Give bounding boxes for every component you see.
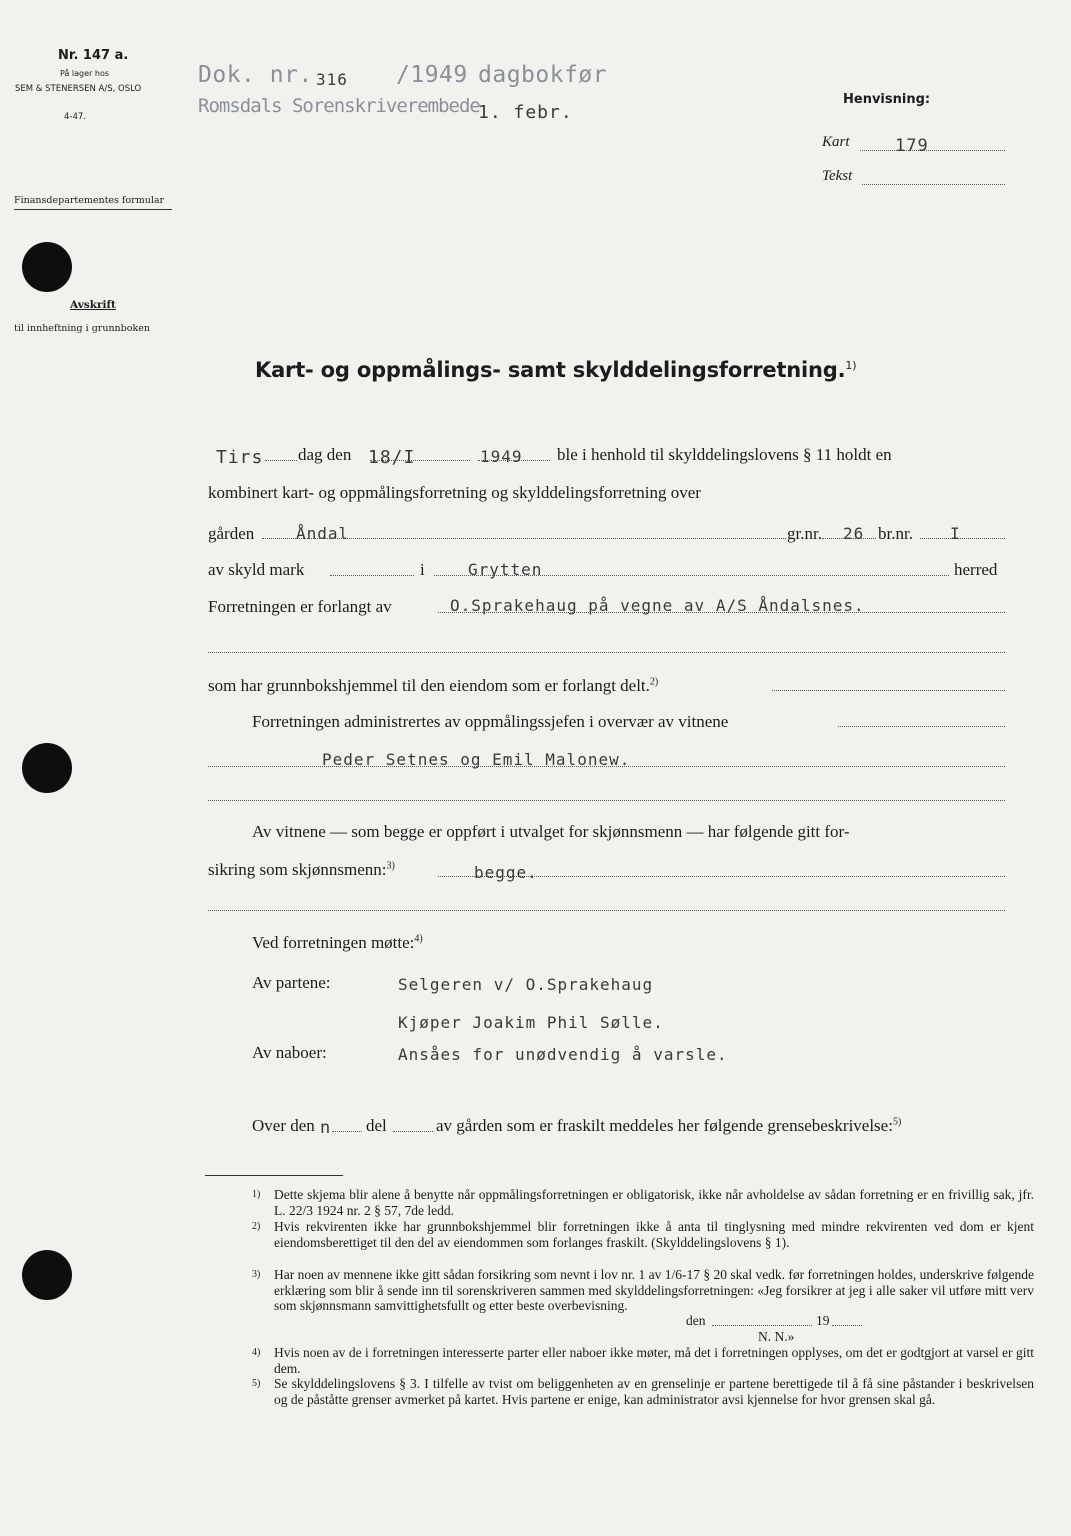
footnote-3-den-line <box>712 1325 812 1326</box>
line1-tail: ble i henhold til skylddelingslovens § 11 holdt en <box>557 445 892 464</box>
tekst-line <box>862 184 1005 185</box>
brnr-line <box>920 538 1005 539</box>
requested-value: O.Sprakehaug på vegne av A/S Åndalsnes. <box>450 596 865 615</box>
over-den-label: Over den <box>252 1116 315 1135</box>
footnote-2-num: 2) <box>252 1221 261 1232</box>
footnote-2-text: Hvis rekvirenten ikke har grunnbokshjemmel blir forretningen ikke å anta til tinglysning med mindre rekvirenten ved dom er kjent eiendomsberettiget til den del av eiendommen som forlanges fraskilt. (Skylddelingslovens § 1). <box>274 1219 1034 1250</box>
herred-label: herred <box>954 560 998 579</box>
neighbours-value: Ansåes for unødvendig å varsle. <box>398 1045 728 1064</box>
tekst-label: Tekst <box>822 168 853 184</box>
herred-value: Grytten <box>468 560 543 579</box>
stamp-doc-year: /1949 <box>396 62 468 88</box>
footnote-3-signature: N. N.» <box>758 1329 795 1344</box>
hjemmel-text: som har grunnbokshjemmel til den eiendom som er forlangt delt. <box>208 676 650 695</box>
footnote-rule <box>205 1175 343 1176</box>
dag-den-label: dag den <box>298 445 352 464</box>
punch-hole-top <box>22 242 72 292</box>
footnote-3-year: 19 <box>816 1313 830 1328</box>
weekday-value: Tirs <box>216 447 264 468</box>
brnr-label: br.nr. <box>878 524 913 543</box>
witness-value: Peder Setnes og Emil Malonew. <box>322 750 631 769</box>
date-value: 18/I <box>368 447 416 468</box>
copy-sub: til innheftning i grunnboken <box>14 323 150 334</box>
footnote-4-num: 4) <box>252 1347 261 1358</box>
del-label: del <box>366 1116 387 1135</box>
parties-value-2: Kjøper Joakim Phil Sølle. <box>398 1013 664 1032</box>
hjemmel-line-fill <box>772 690 1005 691</box>
footnote-5-num: 5) <box>252 1378 261 1389</box>
hjemmel-line <box>208 676 658 696</box>
grnr-value: 26 <box>843 524 865 543</box>
footnote-3-den: den <box>686 1313 706 1328</box>
stamp-doc-suffix: dagbokfør <box>478 62 608 88</box>
present-footnote-ref: 4) <box>414 933 423 945</box>
parties-label: Av partene: <box>252 973 331 992</box>
admin-line-fill <box>838 726 1005 727</box>
oath-footnote-ref: 3) <box>386 860 395 872</box>
oath-line-1: Av vitnene — som begge er oppført i utvalget for skjønnsmenn — har følgende gitt for- <box>252 822 850 841</box>
publisher-line-2: SEM & STENERSEN A/S, OSLO <box>15 84 142 94</box>
skyld-line <box>330 575 414 576</box>
kart-line <box>860 150 1005 151</box>
oath-value: begge. <box>474 863 538 882</box>
stamp-office: Romsdals Sorenskriverembede <box>198 95 480 117</box>
brnr-value: I <box>950 524 961 543</box>
ministry-underline <box>14 209 172 210</box>
page-title <box>255 358 856 382</box>
form-date: 4-47. <box>64 112 86 122</box>
grnr-label: gr.nr. <box>787 524 822 543</box>
page-title-text: Kart- og oppmålings- samt skylddelingsforretning. <box>255 358 846 382</box>
i-label: i <box>420 560 425 579</box>
present-line <box>252 933 423 953</box>
witness-line <box>208 766 1005 767</box>
form-number: Nr. 147 a. <box>58 48 129 63</box>
line2-text: kombinert kart- og oppmålingsforretning og skylddelingsforretning over <box>208 483 701 502</box>
over-tail-text: av gården som er fraskilt meddeles her følgende grensebeskrivelse: <box>436 1116 893 1135</box>
kart-value: 179 <box>895 136 929 156</box>
year-value: 1949 <box>480 447 523 466</box>
present-text: Ved forretningen møtte: <box>252 933 415 952</box>
stamp-doc-number: 316 <box>316 70 348 89</box>
parties-value-1: Selgeren v/ O.Sprakehaug <box>398 975 654 994</box>
ministry-label: Finansdepartementes formular <box>14 195 165 206</box>
punch-hole-middle <box>22 743 72 793</box>
copy-label: Avskrift <box>70 299 116 311</box>
title-footnote-ref: 1) <box>845 359 857 372</box>
stamp-doc-label: Dok. nr. <box>198 62 313 88</box>
footnote-1-num: 1) <box>252 1189 261 1200</box>
farm-value: Åndal <box>296 524 350 543</box>
hjemmel-footnote-ref: 2) <box>649 676 659 688</box>
footnote-5-text: Se skylddelingslovens § 3. I tilfelle av tvist om beliggenheten av en grenselinje er partene berettigede til å få sine påstander i beskrivelsen og de påståtte grenser avmerket på kartet. Hvis partene er enige, kan administrator avsi kjennelse for hvor grensen skal gå. <box>274 1376 1034 1407</box>
del-line <box>393 1131 433 1132</box>
punch-hole-bottom <box>22 1250 72 1300</box>
kart-label: Kart <box>822 134 850 150</box>
stamp-date: 1. febr. <box>478 102 573 123</box>
footnote-3-num: 3) <box>252 1269 261 1280</box>
footnote-1-text: Dette skjema blir alene å benytte når oppmålingsforretningen er obligatorisk, ikke når avholdelse av sådan forretning er en frivillig sak, jfr. L. 22/3 1924 nr. 2 § 57, 7de ledd. <box>274 1187 1034 1218</box>
farm-label: gården <box>208 524 255 543</box>
reference-label: Henvisning: <box>843 92 931 107</box>
skyld-label: av skyld mark <box>208 560 305 579</box>
requested-line-2 <box>208 652 1005 653</box>
over-den-hand: n <box>320 1118 332 1138</box>
over-den-line <box>332 1131 362 1132</box>
weekday-line <box>265 460 297 461</box>
oath-line-2-text: sikring som skjønnsmenn: <box>208 860 387 879</box>
neighbours-label: Av naboer: <box>252 1043 327 1062</box>
footnote-3-year-line <box>832 1325 862 1326</box>
oath-line-2-fill <box>208 910 1005 911</box>
over-footnote-ref: 5) <box>892 1116 902 1128</box>
witness-line-2 <box>208 800 1005 801</box>
admin-line: Forretningen administrertes av oppmålingssjefen i overvær av vitnene <box>252 712 729 731</box>
footnote-4-text: Hvis noen av de i forretningen interesserte parter eller naboer ikke møter, må det i forretningen opplyses, om det er godtgjort at varsel er gitt dem. <box>274 1345 1034 1376</box>
footnote-3-text: Har noen av mennene ikke gitt sådan forsikring som nevnt i lov nr. 1 av 1/6-17 § 20 skal vedk. før forretningen holdes, underskrive følgende erklæring som blir å sende inn til sorenskriveren sammen med skylddelingsforretningen: «Jeg forsikrer at jeg i alle saker vil utføre mitt verv som skjønnsmann samvittighetsfullt og etter beste overbevisning. <box>274 1267 1034 1313</box>
publisher-line-1: På lager hos <box>60 69 109 78</box>
requested-label: Forretningen er forlangt av <box>208 597 392 616</box>
over-tail <box>436 1116 901 1136</box>
oath-line-2 <box>208 860 395 880</box>
